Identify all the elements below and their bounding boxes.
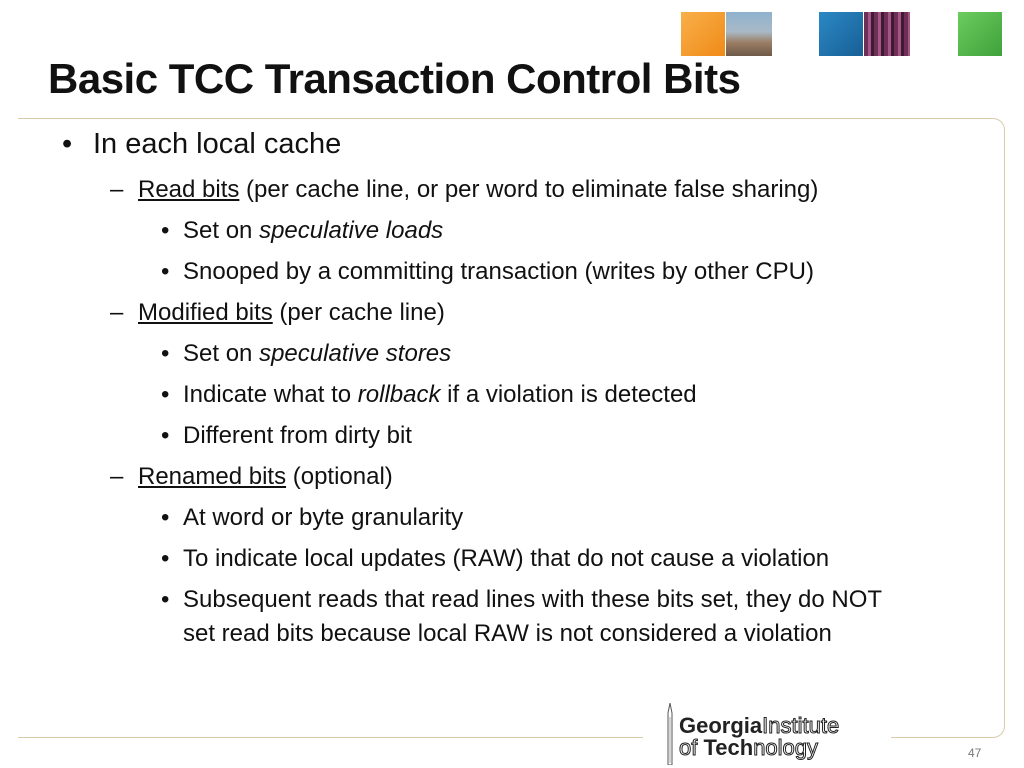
emphasis-speculative-stores: speculative stores [259,340,452,367]
bullet-marker: • [161,545,170,572]
bullet-text: To indicate local updates (RAW) that do not cause a violation [183,545,830,572]
term-read-bits: Read bits [138,176,240,203]
bullet-marker: • [161,381,170,408]
logo-text-of-technology [679,735,818,761]
bullet-text: if a violation is detected [440,381,697,408]
bullet-text: (per cache line, or per word to eliminate false sharing) [239,176,819,203]
bullet-marker: • [161,258,170,285]
dash-marker: – [110,463,124,490]
term-modified-bits: Modified bits [138,299,273,326]
decorative-tile-circuit-photo [864,12,910,56]
bullet-text: (optional) [286,463,393,490]
dash-marker: – [110,176,124,203]
bullet-text: Different from dirty bit [183,422,412,449]
emphasis-speculative-loads: speculative loads [259,217,444,244]
decorative-tile-green [958,12,1002,56]
bullet-marker: • [161,340,170,367]
logo-word-of: of [679,735,704,760]
term-renamed-bits: Renamed bits [138,463,287,490]
decorative-tile-building-photo [726,12,772,56]
decorative-tile-blue [819,12,863,56]
slide-title: Basic TCC Transaction Control Bits [48,55,741,102]
bullet-text-line-2: set read bits because local RAW is not considered a violation [183,620,832,647]
bullet-marker: • [161,586,170,613]
logo-word-nology: nology [753,735,819,760]
bullet-text-line-1: Subsequent reads that read lines with these bits set, they do NOT [183,586,883,613]
bullet-marker: • [161,504,170,531]
georgia-tech-logo [643,697,891,768]
emphasis-rollback: rollback [357,381,441,408]
logo-word-tech: Tech [703,735,754,760]
bullet-text: Set on [183,217,260,244]
bullet-text: Indicate what to [183,381,358,408]
tech-tower-spire-icon [663,703,677,765]
logo-word-institute: Institute [762,713,840,738]
bullet-text: In each local cache [93,128,342,160]
bullet-text: (per cache line) [272,299,445,326]
dash-marker: – [110,299,124,326]
bullet-text: Snooped by a committing transaction (writes by other CPU) [183,258,814,285]
bullet-marker: • [62,128,73,160]
bullet-text: At word or byte granularity [183,504,464,531]
logo-word-georgia: Georgia [679,713,763,738]
bullet-text: Set on [183,340,260,367]
decorative-tile-orange [681,12,725,56]
page-number: 47 [968,746,982,760]
bullet-marker: • [161,422,170,449]
bullet-marker: • [161,217,170,244]
